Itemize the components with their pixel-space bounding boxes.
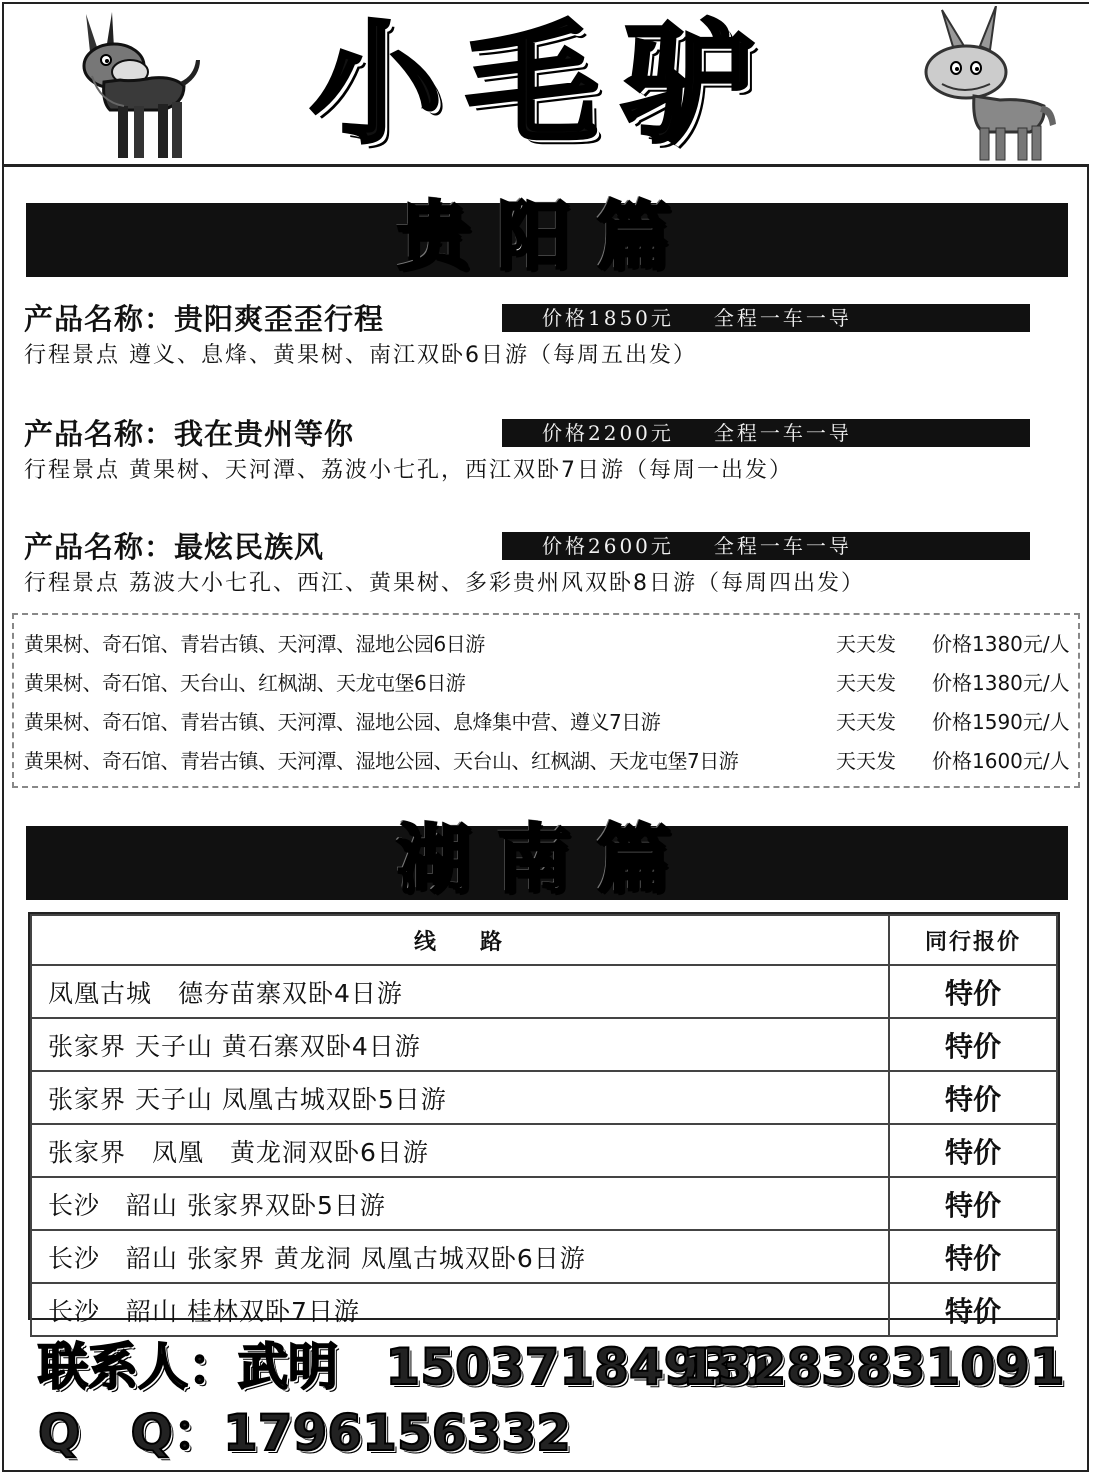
- hunan-route-table: [28, 912, 1060, 1328]
- brand-title: 小毛驴: [310, 8, 778, 162]
- table-row: [31, 1177, 1057, 1230]
- list-item: [24, 703, 1074, 741]
- product-desc: 行程景点 遵义、息烽、黄果树、南江双卧6日游（每周五出发）: [24, 343, 697, 368]
- column-header-price: 同行报价: [889, 915, 1057, 965]
- price-cell: 特价: [889, 1018, 1057, 1071]
- header: [4, 4, 1089, 167]
- guiyang-banner-title: 贵阳篇: [397, 194, 697, 280]
- price-cell: 特价: [889, 965, 1057, 1018]
- product-name: 产品名称：最炫民族风: [24, 530, 325, 564]
- table-row: [31, 1124, 1057, 1177]
- price-cell: 特价: [889, 1283, 1057, 1336]
- route-cell: 长沙 韶山 张家界 黄龙洞 凤凰古城双卧6日游: [31, 1230, 889, 1283]
- table-row: [31, 1283, 1057, 1336]
- table-row: [31, 1018, 1057, 1071]
- list-item: [24, 664, 1074, 702]
- daily-route: 黄果树、奇石馆、青岩古镇、天河潭、湿地公园、天台山、红枫湖、天龙屯堡7日游: [24, 749, 739, 773]
- daily-frequency: 天天发: [836, 671, 896, 695]
- product-name: 产品名称：贵阳爽歪歪行程: [24, 302, 385, 336]
- daily-frequency: 天天发: [836, 749, 896, 773]
- price-bar: [502, 419, 1030, 447]
- guiyang-banner: [26, 194, 1068, 280]
- product-service: 全程一车一导: [713, 534, 852, 558]
- qq-number[interactable]: 1796156332: [223, 1404, 571, 1462]
- product-name: 产品名称：我在贵州等你: [24, 417, 355, 451]
- qq-label: Q Q：: [38, 1404, 224, 1462]
- daily-frequency: 天天发: [836, 632, 896, 656]
- table-row: [31, 1230, 1057, 1283]
- hunan-banner-title: 湖南篇: [397, 817, 697, 903]
- table-row: [31, 1071, 1057, 1124]
- daily-price: 价格1380元/人: [932, 632, 1070, 656]
- daily-route: 黄果树、奇石馆、天台山、红枫湖、天龙屯堡6日游: [24, 671, 466, 695]
- contact-line-qq: [38, 1402, 571, 1464]
- route-cell: 凤凰古城 德夯苗寨双卧4日游: [31, 965, 889, 1018]
- route-cell: 张家界 天子山 凤凰古城双卧5日游: [31, 1071, 889, 1124]
- product-3: [24, 528, 1074, 608]
- product-service: 全程一车一导: [713, 306, 852, 330]
- list-item: [24, 625, 1074, 663]
- daily-price: 价格1380元/人: [932, 671, 1070, 695]
- daily-route: 黄果树、奇石馆、青岩古镇、天河潭、湿地公园6日游: [24, 632, 485, 656]
- daily-frequency: 天天发: [836, 710, 896, 734]
- table-header-row: [31, 915, 1057, 965]
- route-cell: 长沙 韶山 桂林双卧7日游: [31, 1283, 889, 1336]
- hunan-banner: [26, 817, 1068, 903]
- daily-route: 黄果树、奇石馆、青岩古镇、天河潭、湿地公园、息烽集中营、遵义7日游: [24, 710, 661, 734]
- product-desc: 行程景点 荔波大小七孔、西江、黄果树、多彩贵州风双卧8日游（每周四出发）: [24, 571, 865, 596]
- product-service: 全程一车一导: [713, 421, 852, 445]
- product-desc: 行程景点 黄果树、天河潭、荔波小七孔，西江双卧7日游（每周一出发）: [24, 458, 793, 483]
- contact-phone-2[interactable]: 13283831091: [682, 1338, 1065, 1396]
- price-cell: 特价: [889, 1124, 1057, 1177]
- daily-tours-box: [12, 613, 1080, 788]
- contact-name: 武明: [238, 1338, 338, 1396]
- product-price: 价格2200元: [542, 421, 674, 445]
- table-row: [31, 965, 1057, 1018]
- product-price: 价格2600元: [542, 534, 674, 558]
- list-item: [24, 742, 1074, 780]
- price-bar: [502, 532, 1030, 560]
- route-cell: 长沙 韶山 张家界双卧5日游: [31, 1177, 889, 1230]
- contact-label: 联系人：: [38, 1338, 238, 1396]
- price-cell: 特价: [889, 1071, 1057, 1124]
- product-2: [24, 415, 1074, 495]
- contact-block: [38, 1332, 1078, 1462]
- product-price: 价格1850元: [542, 306, 674, 330]
- donkey-left-icon: [34, 6, 214, 166]
- route-cell: 张家界 天子山 黄石寨双卧4日游: [31, 1018, 889, 1071]
- donkey-right-icon: [914, 6, 1064, 166]
- daily-price: 价格1600元/人: [932, 749, 1070, 773]
- product-1: [24, 300, 1074, 380]
- route-cell: 张家界 凤凰 黄龙洞双卧6日游: [31, 1124, 889, 1177]
- column-header-route: 线路: [31, 915, 889, 965]
- contact-line-phone: [38, 1336, 1065, 1398]
- price-cell: 特价: [889, 1230, 1057, 1283]
- price-bar: [502, 304, 1030, 332]
- daily-price: 价格1590元/人: [932, 710, 1070, 734]
- price-cell: 特价: [889, 1177, 1057, 1230]
- contact-phone-1[interactable]: 15037184930: [385, 1338, 769, 1396]
